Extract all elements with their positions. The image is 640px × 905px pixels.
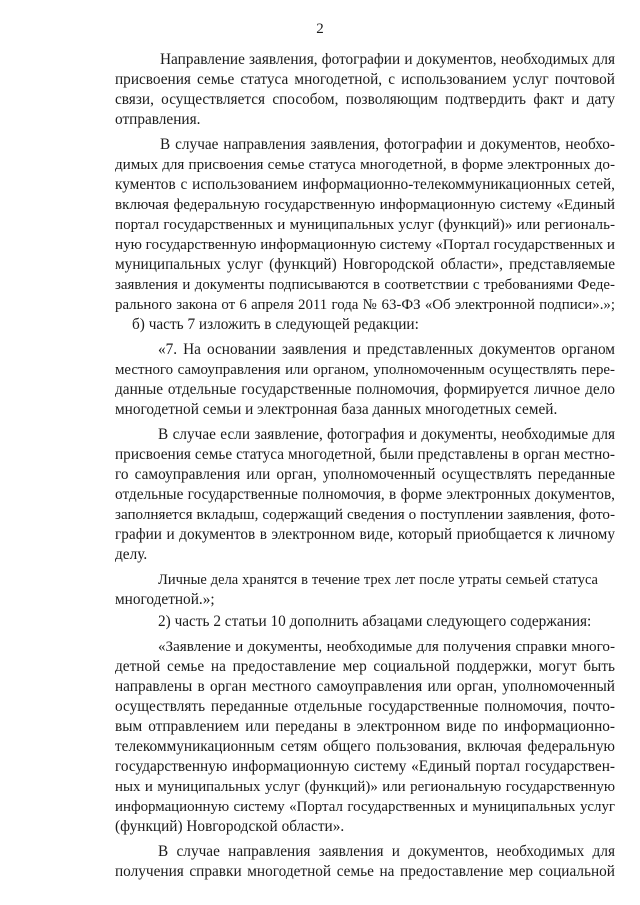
text-line: присвоения семье статуса многодетной, были представлены в орган местно- [115,446,615,463]
text-line: делу. [115,546,148,563]
text-line: портал государственных и муниципальных услуг (функций)» или региональ- [115,217,615,233]
text-line: присвоения семье статуса многодетной, с использованием услуг почтовой [115,71,615,88]
text-line: телекоммуникационным сетям общего пользования, включая федеральную [115,738,615,755]
text-line: «7. На основании заявления и представленных документов органом [158,341,615,358]
text-line: рального закона от 6 апреля 2011 года № 63-ФЗ «Об электронной подписи».»; [115,297,615,313]
text-line: В случае направления заявления, фотографии и документов, необхо- [160,136,615,153]
text-line: многодетной семьи и электронная база данных многодетных семей. [115,401,558,418]
text-line: ную государственную информационную систему «Портал государственных и [115,237,616,253]
text-line: осуществлять переданные отдельные государственные полномочия, почто- [115,698,615,715]
text-line: отдельные государственные полномочия, в форме электронных документов, [115,486,615,503]
text-line: ных и муниципальных услуг (функций)» или региональную государственную [115,779,615,795]
text-line: муниципальных услуг (функций) Новгородской области», представляемые [115,256,615,273]
text-line: детной семье на предоставление мер социальной поддержки, могут быть [115,658,615,675]
text-line: данные отдельные государственные полномочия, формируется личное дело [115,381,615,398]
text-line: димых для присвоения семье статуса многодетной, в форме электронных до- [115,157,615,173]
text-line: многодетной.»; [115,591,215,608]
text-line: 2) часть 2 статьи 10 дополнить абзацами следующего содержания: [158,613,592,630]
text-line: кументов с использованием информационно-телекоммуникационных сетей, [115,176,615,193]
text-line: вым отправлением или переданы в электронном виде по информационно- [115,718,615,735]
text-line: заполняется вкладыш, содержащий сведения о поступлении заявления, фото- [115,507,615,523]
text-line: В случае если заявление, фотография и документы, необходимые для [158,426,615,443]
text-line: Личные дела хранятся в течение трех лет после утраты семьей статуса [158,572,598,588]
text-line: графии и документов в электронном виде, который приобщается к личному [115,526,615,543]
text-line: (функций) Новгородской области». [115,818,345,835]
text-line: б) часть 7 изложить в следующей редакции: [132,316,419,333]
text-line: государственную информационную систему «Единый портал государствен- [115,758,615,775]
text-line: «Заявление и документы, необходимые для получения справки много- [158,639,615,655]
text-line: отправления. [115,111,201,128]
text-line: го самоуправления или орган, уполномоченный осуществлять переданные [115,466,615,483]
text-line: включая федеральную государственную информационную систему «Единый [115,197,615,213]
text-line: направлены в орган местного самоуправления или орган, уполномоченный [115,678,615,695]
text-line: Направление заявления, фотографии и документов, необходимых для [160,51,615,68]
text-line: связи, осуществляется способом, позволяющим подтвердить факт и дату [115,91,615,108]
text-line: получения справки многодетной семье на предоставление мер социальной [115,863,615,880]
text-line: информационную систему «Портал государственных и муниципальных услуг [115,799,615,815]
text-line: заявления и документы подписываются в соответствии с требованиями Феде- [115,277,615,293]
text-line: местного самоуправления или органом, уполномоченным осуществлять пере- [115,362,615,378]
page-number: 2 [316,21,324,37]
text-line: В случае направления заявления и документов, необходимых для [158,843,615,860]
